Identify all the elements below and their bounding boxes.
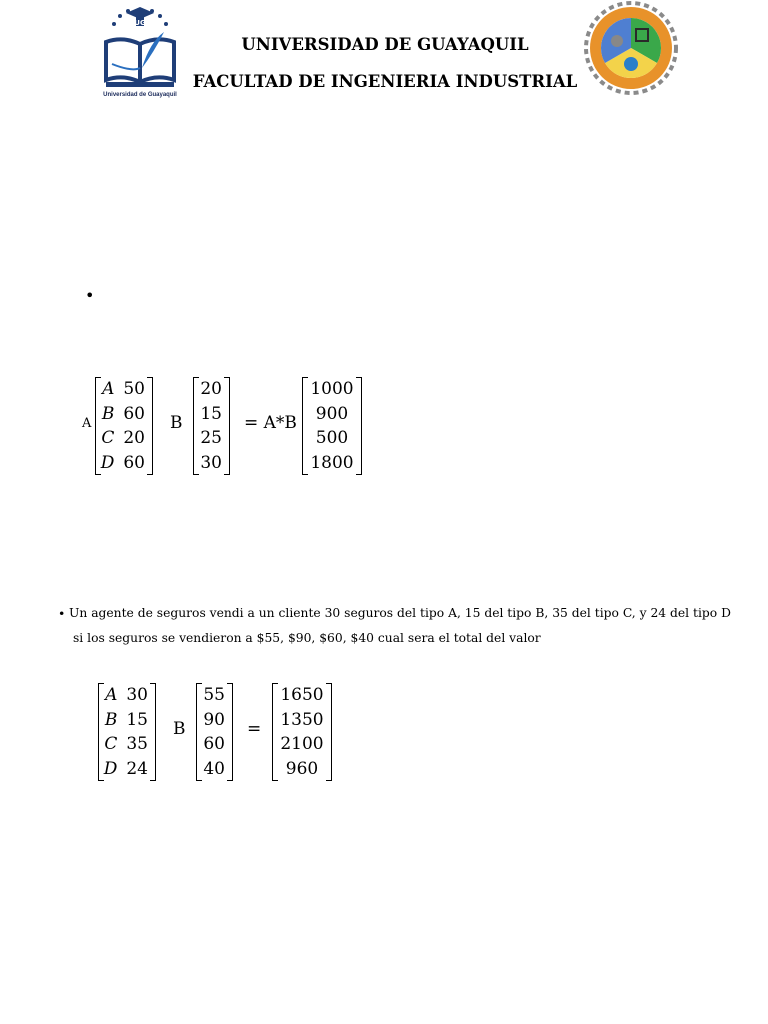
equals-label-2: = bbox=[247, 719, 262, 739]
university-title: UNIVERSIDAD DE GUAYAQUIL bbox=[241, 35, 529, 54]
problem-line-2: si los seguros se vendieron a $55, $90, $60, $40 cual sera el total del valor bbox=[73, 631, 541, 645]
matrix-row: 30 bbox=[200, 452, 222, 473]
matrix-row: 900 bbox=[315, 403, 349, 424]
matrix-a-1 bbox=[95, 377, 153, 475]
matrix-row: C 35 bbox=[104, 734, 148, 754]
matrix-b-label-2: B bbox=[173, 719, 186, 739]
matrix-row: 1000 bbox=[310, 379, 354, 399]
problem-line-1: Un agente de seguros vendi a un cliente 30 seguros del tipo A, 15 del tipo B, 35 del tipo C, y 24 del tipo D bbox=[69, 606, 731, 620]
matrix-b-1 bbox=[193, 377, 230, 475]
matrix-row: B 60 bbox=[101, 403, 145, 424]
matrix-a-label: A bbox=[82, 416, 92, 431]
matrix-row: D 60 bbox=[100, 452, 145, 473]
matrix-row: 55 bbox=[203, 685, 225, 705]
matrix-result-1 bbox=[302, 377, 362, 475]
empty-bullet: • bbox=[85, 286, 95, 305]
matrix-row: 25 bbox=[200, 428, 222, 448]
matrix-row: 15 bbox=[200, 403, 222, 424]
logo-caption: Universidad de Guayaquil bbox=[103, 92, 177, 98]
matrix-row: A 50 bbox=[102, 379, 145, 399]
matrix-a-2 bbox=[98, 683, 156, 781]
matrix-result-2 bbox=[272, 683, 332, 781]
universidad-de-guayaquil-logo bbox=[92, 2, 188, 104]
matrix-row: 960 bbox=[285, 758, 319, 779]
matrix-row: B 15 bbox=[104, 709, 148, 730]
matrix-row: 1350 bbox=[280, 709, 324, 730]
matrix-row: C 20 bbox=[101, 428, 145, 448]
faculty-title: FACULTAD DE INGENIERIA INDUSTRIAL bbox=[192, 72, 578, 91]
matrix-b-2 bbox=[196, 683, 233, 781]
facultad-ingenieria-industrial-logo bbox=[582, 1, 680, 95]
matrix-row: A 30 bbox=[105, 685, 148, 705]
matrix-b-label: B bbox=[170, 413, 183, 433]
matrix-row: 90 bbox=[203, 709, 225, 730]
matrix-row: 1800 bbox=[310, 452, 354, 473]
matrix-row: 40 bbox=[203, 758, 225, 779]
matrix-row: D 24 bbox=[103, 758, 148, 779]
svg-text:UG: UG bbox=[134, 19, 146, 27]
matrix-row: 500 bbox=[315, 428, 349, 448]
matrix-row: 2100 bbox=[280, 734, 324, 754]
equals-ab-label: = A*B bbox=[244, 413, 297, 433]
matrix-row: 20 bbox=[200, 379, 222, 399]
matrix-row: 1650 bbox=[280, 685, 324, 705]
problem-bullet: • bbox=[58, 606, 66, 621]
matrix-row: 60 bbox=[203, 734, 225, 754]
